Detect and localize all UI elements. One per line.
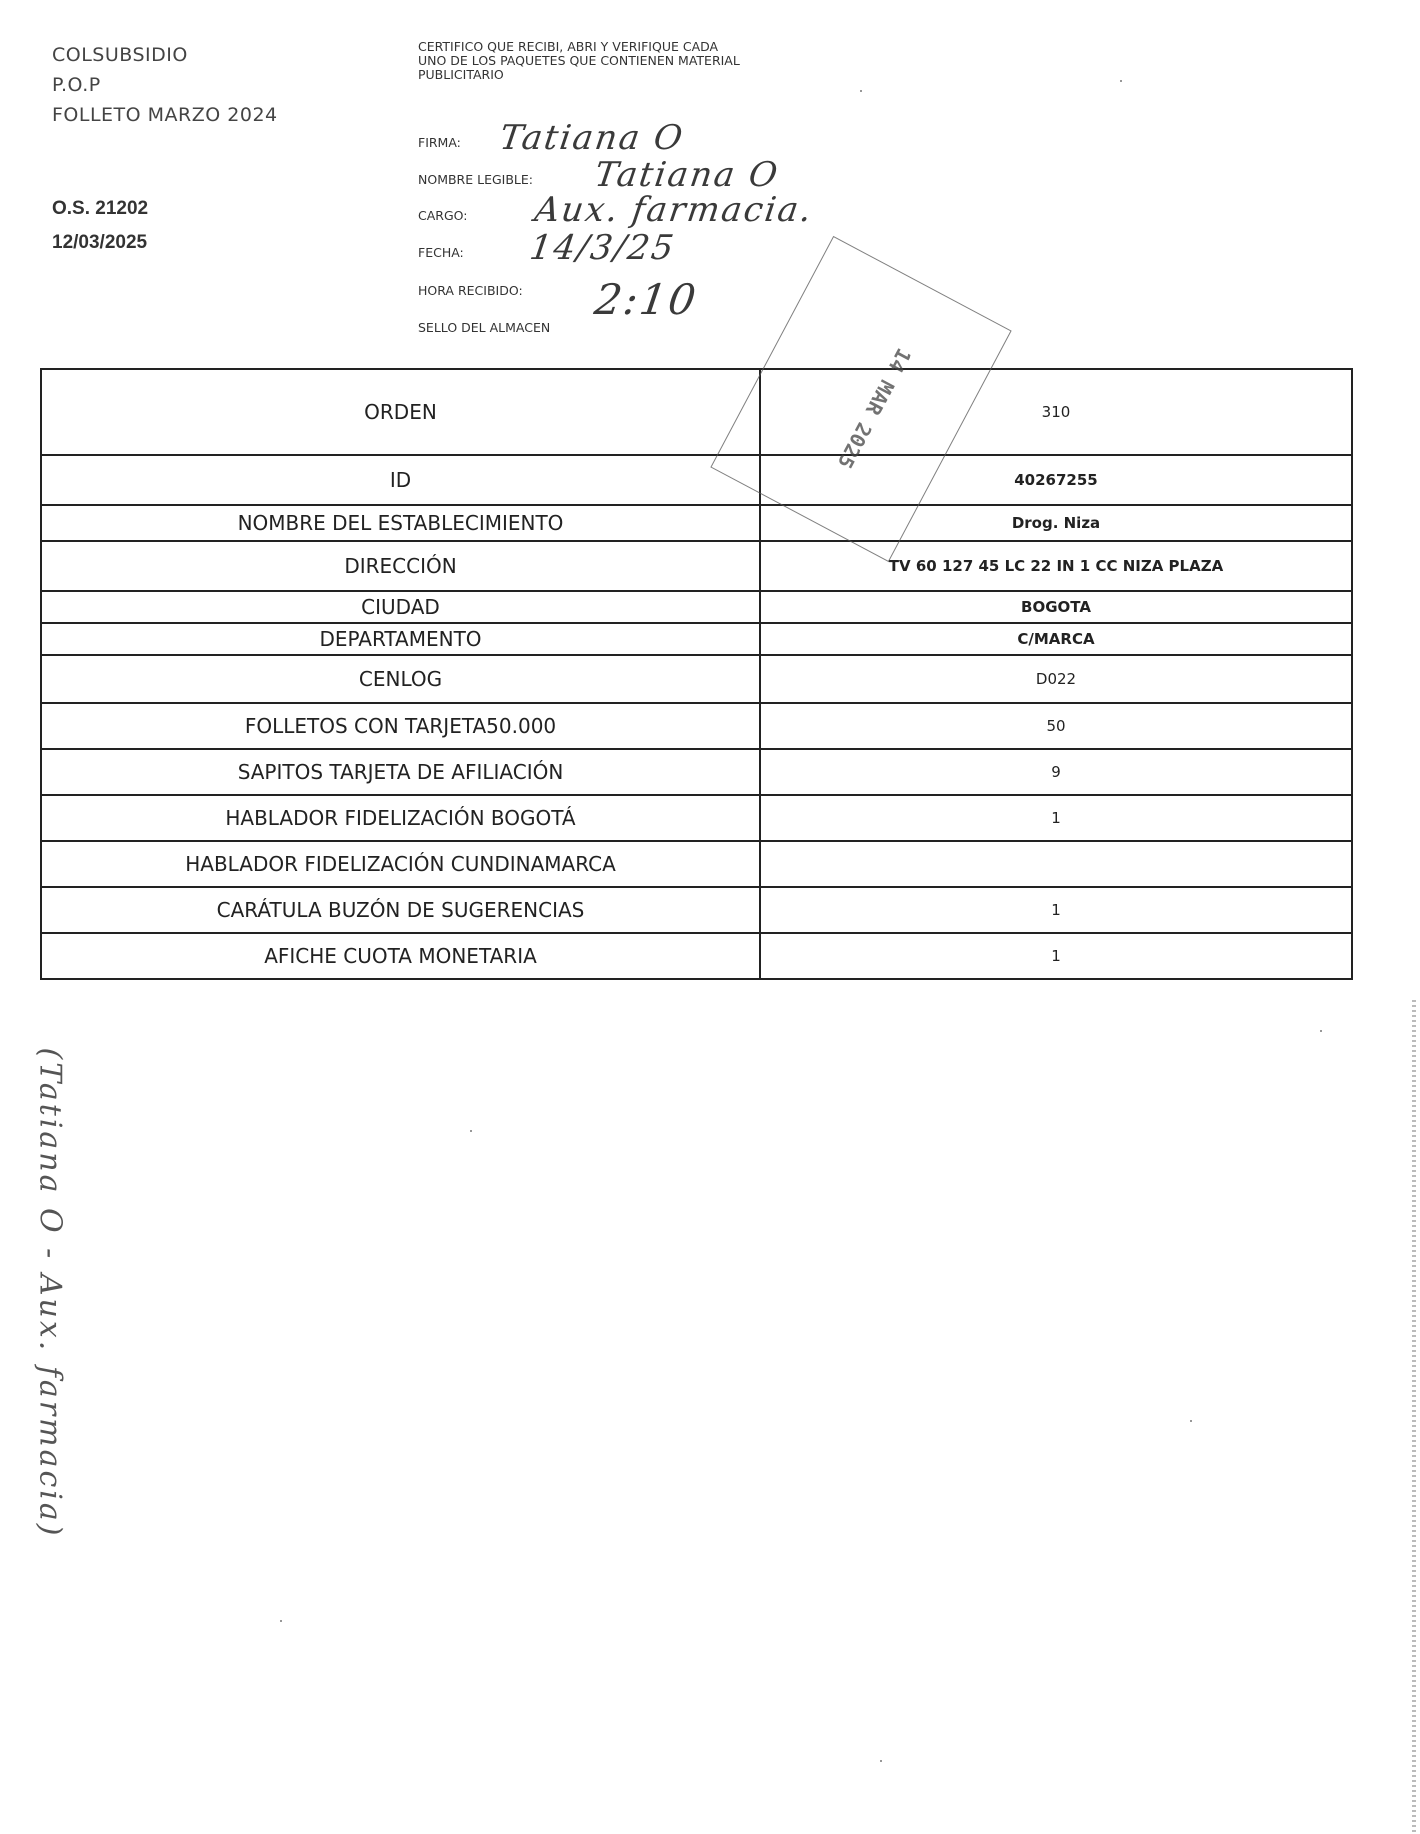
table-row	[41, 887, 1352, 933]
table-row	[41, 455, 1352, 505]
row-value: TV 60 127 45 LC 22 IN 1 CC NIZA PLAZA	[760, 541, 1352, 591]
stamp-date: 14 MAR 2025	[832, 344, 917, 473]
nombre-label: NOMBRE LEGIBLE:	[418, 172, 533, 187]
folleto-title: FOLLETO MARZO 2024	[52, 104, 278, 126]
row-label: CENLOG	[41, 655, 760, 703]
row-label: NOMBRE DEL ESTABLECIMIENTO	[41, 505, 760, 541]
header-left	[52, 40, 278, 130]
row-value: BOGOTA	[760, 591, 1352, 623]
scan-speck	[470, 1130, 472, 1132]
hora-label: HORA RECIBIDO:	[418, 283, 523, 298]
table-row	[41, 541, 1352, 591]
table-row	[41, 933, 1352, 979]
row-value: 1	[760, 933, 1352, 979]
os-number: O.S. 21202	[52, 198, 149, 219]
table-row	[41, 841, 1352, 887]
scan-speck	[1320, 1030, 1322, 1032]
margin-handwriting: (Tatiana O - Aux. farmacia)	[32, 1047, 68, 1539]
table-row	[41, 703, 1352, 749]
row-value: 9	[760, 749, 1352, 795]
table-row	[41, 795, 1352, 841]
row-label: ORDEN	[41, 369, 760, 455]
row-value: 1	[760, 795, 1352, 841]
row-label: FOLLETOS CON TARJETA50.000	[41, 703, 760, 749]
table-row	[41, 623, 1352, 655]
row-label: CIUDAD	[41, 591, 760, 623]
fecha-label: FECHA:	[418, 245, 464, 260]
cargo-label: CARGO:	[418, 208, 468, 223]
row-label: HABLADOR FIDELIZACIÓN CUNDINAMARCA	[41, 841, 760, 887]
table-row	[41, 369, 1352, 455]
sello-label: SELLO DEL ALMACEN	[418, 320, 551, 335]
row-value: D022	[760, 655, 1352, 703]
row-label: DIRECCIÓN	[41, 541, 760, 591]
row-label: SAPITOS TARJETA DE AFILIACIÓN	[41, 749, 760, 795]
table-row	[41, 749, 1352, 795]
nombre-handwritten: Tatiana O	[592, 155, 782, 195]
cargo-handwritten: Aux. farmacia.	[532, 190, 816, 230]
fecha-handwritten: 14/3/25	[527, 228, 678, 268]
row-label: CARÁTULA BUZÓN DE SUGERENCIAS	[41, 887, 760, 933]
table-row	[41, 655, 1352, 703]
pop-label: P.O.P	[52, 74, 101, 96]
order-info	[52, 192, 148, 260]
row-value	[760, 841, 1352, 887]
scan-speck	[1190, 1420, 1192, 1422]
signature: Tatiana O	[497, 118, 687, 158]
row-label: DEPARTAMENTO	[41, 623, 760, 655]
scan-speck	[1120, 80, 1122, 82]
row-value: 310	[760, 369, 1352, 455]
row-value: 50	[760, 703, 1352, 749]
firma-label: FIRMA:	[418, 135, 461, 150]
table-row	[41, 591, 1352, 623]
delivery-table	[40, 368, 1353, 980]
certification-statement: CERTIFICO QUE RECIBI, ABRI Y VERIFIQUE CADA UNO DE LOS PAQUETES QUE CONTIENEN MATERIAL PUBLICITARIO	[418, 39, 740, 82]
scan-edge	[1412, 1000, 1416, 1834]
row-value: C/MARCA	[760, 623, 1352, 655]
row-label: HABLADOR FIDELIZACIÓN BOGOTÁ	[41, 795, 760, 841]
row-value: 1	[760, 887, 1352, 933]
order-date: 12/03/2025	[52, 232, 148, 253]
scan-speck	[280, 1620, 282, 1622]
row-value: 40267255	[760, 455, 1352, 505]
row-label: ID	[41, 455, 760, 505]
table-row	[41, 505, 1352, 541]
company-name: COLSUBSIDIO	[52, 44, 188, 66]
hora-handwritten: 2:10	[591, 275, 701, 324]
scan-speck	[860, 90, 862, 92]
row-label: AFICHE CUOTA MONETARIA	[41, 933, 760, 979]
scan-speck	[880, 1760, 882, 1762]
row-value: Drog. Niza	[760, 505, 1352, 541]
